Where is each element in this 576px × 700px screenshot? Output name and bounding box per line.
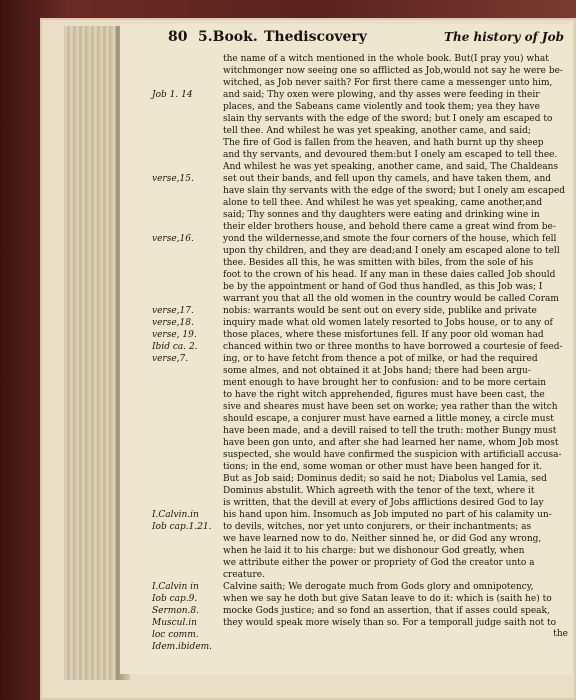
text-line: mocke Gods justice; and so fond an assertion, that if asses could speak,	[223, 606, 550, 616]
text-line: alone to tell thee. And whilest he was yet speaking, came another,and	[223, 198, 543, 208]
margin-note: verse,16.	[152, 234, 194, 244]
catchword: the	[553, 629, 568, 639]
text-line: his hand upon him. Insomuch as Job imputed no part of his calamity un-	[223, 510, 552, 520]
margin-note: Sermon.8.	[152, 606, 199, 616]
text-line: places, and the Sabeans came violently and took them; yea they have	[223, 102, 540, 112]
margin-note: I.Calvin.in	[152, 510, 199, 520]
book-page	[120, 24, 572, 674]
margin-note: verse,15.	[152, 174, 194, 184]
text-line: yond the wildernesse,and smote the four corners of the house, which fell	[223, 234, 557, 244]
text-line: we have learned now to do. Neither sinned he, or did God any wrong,	[223, 534, 542, 544]
margin-note: verse, 19.	[152, 330, 197, 340]
page-number: 80	[168, 29, 188, 45]
text-line: when we say he doth but give Satan leave to do it: which is (saith he) to	[223, 594, 552, 604]
margin-note: verse,18.	[152, 318, 194, 328]
text-line: some almes, and not obtained it at Jobs hand; there had been argu-	[223, 366, 531, 376]
margin-note: Job 1. 14	[152, 90, 193, 100]
margin-note: verse,7.	[152, 354, 189, 364]
text-line: chanced within two or three months to have borrowed a courtesie of feed-	[223, 342, 563, 352]
text-line: sive and sheares must have been set on worke; yea rather than the witch	[223, 402, 558, 412]
text-line: warrant you that all the old women in the country would be called Coram	[223, 294, 559, 304]
text-line: nobis: warrants would be sent out on every side, publike and private	[223, 306, 537, 316]
text-line: Dominus abstulit. Which agreeth with the tenor of the text, where it	[223, 486, 535, 496]
text-line: have been gon unto, and after she had learned her name, whom Job most	[223, 438, 559, 448]
text-line: have been made, and a devill raised to tell the truth: mother Bungy must	[223, 426, 557, 436]
page-edges	[64, 26, 124, 680]
margin-note: Iob cap.1.21.	[152, 522, 212, 532]
section-title: Thediscovery	[264, 29, 367, 45]
text-line: when he laid it to his charge: but we dishonour God greatly, when	[223, 546, 525, 556]
margin-note: Ibid ca. 2.	[152, 342, 198, 352]
text-line: But as Job said; Dominus dedit; so said he not; Diabolus vel Lamia, sed	[223, 474, 547, 484]
text-line: witchmonger now seeing one so afflicted as Job,would not say he were be-	[223, 66, 563, 76]
text-line: thee. Besides all this, he was smitten with biles, from the sole of his	[223, 258, 534, 268]
text-line: The fire of God is fallen from the heaven, and hath burnt up thy sheep	[223, 138, 544, 148]
running-title: The history of Job	[444, 30, 564, 44]
text-line: Calvine saith; We derogate much from Gods glory and omnipotency,	[223, 582, 534, 592]
text-line: the name of a witch mentioned in the whole book. But(I pray you) what	[223, 54, 549, 64]
text-line: tell thee. And whilest he was yet speaking, another came, and said;	[223, 126, 531, 136]
text-line: said; Thy sonnes and thy daughters were eating and drinking wine in	[223, 210, 540, 220]
margin-note: verse,17.	[152, 306, 194, 316]
text-line: slain thy servants with the edge of the sword; but I onely am escaped to	[223, 114, 553, 124]
margin-note: Muscul.in	[152, 618, 197, 628]
text-line: set out their bands, and fell upon thy camels, and have taken them, and	[223, 174, 552, 184]
text-line: those places, where these misfortunes fell. If any poor old woman had	[223, 330, 544, 340]
text-line: should escape, a conjurer must have earned a little money, a circle must	[223, 414, 554, 424]
text-line: ing, or to have fetcht from thence a pot of milke, or had the required	[223, 354, 538, 364]
text-line: upon thy children, and they are dead;and I onely am escaped alone to tell	[223, 246, 560, 256]
margin-note: I.Calvin in	[152, 582, 199, 592]
text-line: inquiry made what old women lately resorted to Jobs house, or to any of	[223, 318, 553, 328]
book-label: 5.Book.	[198, 29, 258, 45]
page-header	[168, 29, 564, 51]
text-line: And whilest he was yet speaking, another came, and said, The Chaldeans	[223, 162, 559, 172]
text-line: and said; Thy oxen were plowing, and thy asses were feeding in their	[223, 90, 540, 100]
text-line: we attribute either the power or propriety of God the creator unto a	[223, 558, 535, 568]
text-line: their elder brothers house, and behold there came a great wind from be-	[223, 222, 556, 232]
margin-note: loc comm.	[152, 630, 199, 640]
text-line: to devils, witches, nor yet unto conjurers, or their inchantments; as	[223, 522, 532, 532]
text-line: is written, that the devill at every of Jobs afflictions desired God to lay	[223, 498, 544, 508]
margin-note: Idem.ibidem.	[152, 642, 213, 652]
text-line: tions; in the end, some woman or other must have been hanged for it.	[223, 462, 543, 472]
text-line: they would speak more wisely than so. For a temporall judge saith not to	[223, 618, 556, 628]
text-line: foot to the crown of his head. If any man in these daies called Job should	[223, 270, 556, 280]
margin-note: Iob cap.9.	[152, 594, 198, 604]
text-line: and thy servants, and devoured them:but I onely am escaped to tell thee.	[223, 150, 558, 160]
text-line: creature.	[223, 570, 265, 580]
text-line: to have the right witch apprehended, figures must have been cast, the	[223, 390, 545, 400]
text-line: ment enough to have brought her to confusion: and to be more certain	[223, 378, 547, 388]
text-line: suspected, she would have confirmed the suspicion with artificiall accusa-	[223, 450, 562, 460]
text-line: have slain thy servants with the edge of the sword; but I onely am escaped	[223, 186, 565, 196]
text-line: witched, as Job never saith? For first there came a messenger unto him,	[223, 78, 553, 88]
text-line: be by the appointment or hand of God thus handled, as this Job was; I	[223, 282, 543, 292]
